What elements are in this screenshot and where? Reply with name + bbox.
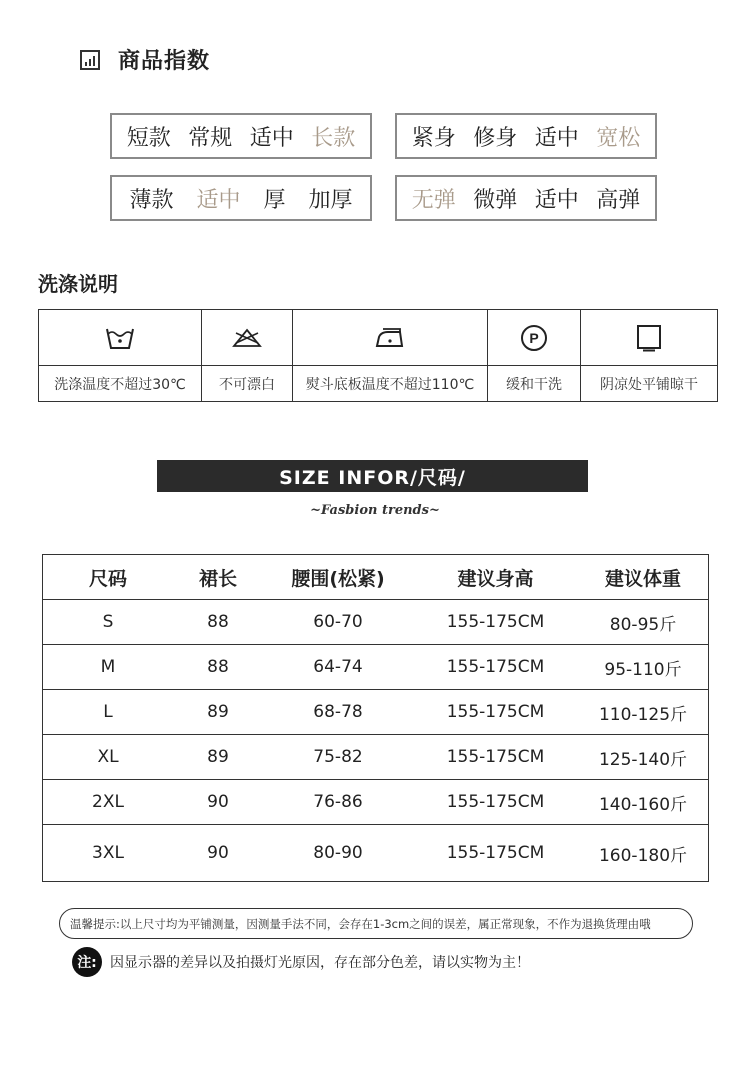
thickness-option: 加厚 (308, 187, 353, 213)
table-cell: 3XL (92, 843, 124, 863)
table-cell: 88 (207, 657, 229, 677)
fit-option: 适中 (534, 125, 579, 151)
table-cell: 110-125斤 (598, 704, 688, 725)
washing-title: 洗涤说明 (38, 272, 118, 296)
wash-tub-icon (39, 310, 202, 366)
wash-label: 熨斗底板温度不超过110℃ (293, 366, 488, 401)
fit-index (395, 113, 657, 159)
wash-label: 不可漂白 (202, 366, 293, 401)
table-cell: 155-175CM (446, 792, 545, 812)
table-cell: 89 (207, 747, 229, 767)
note-badge: 注: (72, 947, 102, 977)
thickness-option-selected: 适中 (196, 187, 241, 213)
table-header-row (43, 555, 708, 600)
table-row (43, 735, 708, 780)
fit-option-selected: 宽松 (596, 125, 641, 151)
table-cell: 90 (207, 843, 229, 863)
table-cell: 89 (207, 702, 229, 722)
thickness-option: 厚 (263, 187, 286, 213)
note-text: 因显示器的差异以及拍摄灯光原因，存在部分色差，请以实物为主！ (110, 955, 530, 971)
elasticity-option-selected: 无弹 (411, 187, 456, 213)
fit-option: 修身 (473, 125, 518, 151)
length-option: 适中 (249, 125, 294, 151)
column-header: 裙长 (198, 567, 237, 590)
section-title: 商品指数 (118, 49, 211, 74)
table-cell: 160-180斤 (598, 845, 688, 866)
table-cell: 90 (207, 792, 229, 812)
wash-label: 阴凉处平铺晾干 (600, 376, 698, 393)
iron-icon (293, 310, 488, 366)
elasticity-index (395, 175, 657, 221)
table-cell: 76-86 (313, 792, 363, 812)
svg-text:P: P (529, 329, 539, 346)
table-cell: 155-175CM (446, 747, 545, 767)
table-cell: M (100, 657, 116, 677)
table-cell: 88 (207, 612, 229, 632)
size-banner: SIZE INFOR/尺码/ (157, 460, 588, 492)
table-cell: L (103, 702, 113, 722)
table-row (43, 690, 708, 735)
thickness-index (110, 175, 372, 221)
measurement-tip: 温馨提示:以上尺寸均为平铺测量，因测量手法不同，会存在1-3cm之间的误差，属正常现象，不作为退换货理由哦 (59, 908, 693, 939)
wash-label: 洗涤温度不超过30℃ (39, 366, 202, 401)
table-cell: 125-140斤 (598, 749, 688, 770)
table-cell: 155-175CM (446, 843, 545, 863)
table-cell: 155-175CM (446, 657, 545, 677)
dry-flat-shade-icon (581, 310, 717, 366)
wash-label: 缓和干洗 (488, 366, 581, 401)
dry-clean-p-icon (488, 310, 581, 366)
table-cell: XL (97, 747, 119, 767)
elasticity-option: 微弹 (473, 187, 518, 213)
table-row (43, 825, 708, 881)
table-row (43, 600, 708, 645)
bar-chart-icon (80, 50, 100, 70)
table-cell: 60-70 (313, 612, 363, 632)
table-row (43, 645, 708, 690)
elasticity-option: 适中 (534, 187, 579, 213)
table-cell: 95-110斤 (604, 659, 682, 680)
color-note (72, 947, 530, 977)
thickness-option: 薄款 (129, 187, 174, 213)
length-option: 常规 (188, 125, 233, 151)
size-subtitle: ~Fasbion trends~ (310, 503, 440, 518)
table-cell: 68-78 (313, 702, 363, 722)
table-cell: S (102, 612, 114, 632)
column-header: 建议体重 (604, 567, 681, 590)
length-option-selected: 长款 (311, 125, 356, 151)
table-cell: 80-90 (313, 843, 363, 863)
fit-option: 紧身 (411, 125, 456, 151)
table-cell: 64-74 (313, 657, 363, 677)
length-index (110, 113, 372, 159)
table-cell: 75-82 (313, 747, 363, 767)
column-header: 建议身高 (457, 567, 534, 590)
column-header: 腰围(松紧) (291, 567, 385, 590)
column-header: 尺码 (88, 567, 127, 590)
no-bleach-icon (202, 310, 293, 366)
table-cell: 2XL (92, 792, 124, 812)
length-option: 短款 (126, 125, 171, 151)
table-cell: 155-175CM (446, 612, 545, 632)
washing-table (38, 309, 718, 402)
section-header (80, 44, 210, 75)
table-row (43, 780, 708, 825)
elasticity-option: 高弹 (596, 187, 641, 213)
table-cell: 155-175CM (446, 702, 545, 722)
table-cell: 140-160斤 (598, 794, 688, 815)
size-table (42, 554, 709, 882)
table-cell: 80-95斤 (609, 614, 677, 635)
